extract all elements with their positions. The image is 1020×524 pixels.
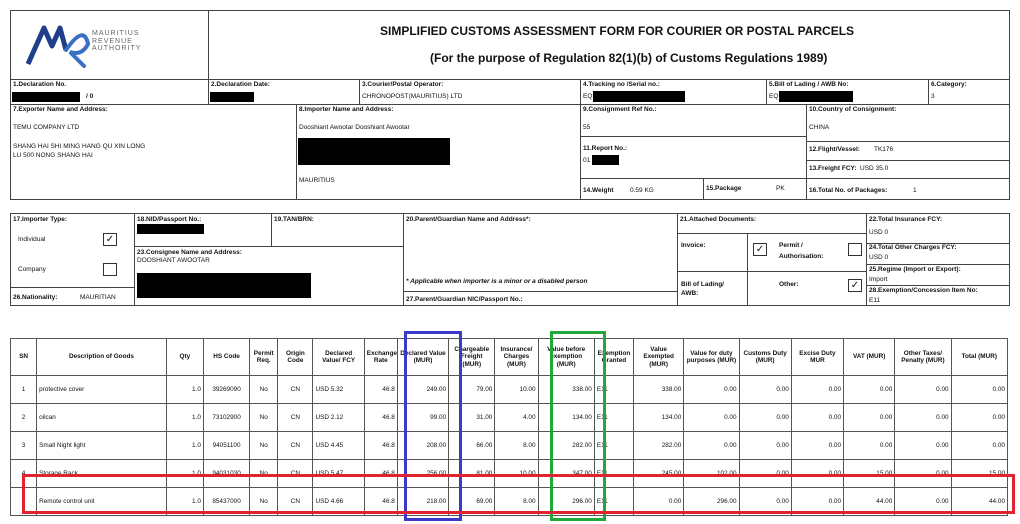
table-cell: USD 5.32 xyxy=(313,376,364,404)
table-cell: 46.8 xyxy=(364,460,397,488)
table-cell: 0.00 xyxy=(791,404,843,432)
table-cell: 31.00 xyxy=(449,404,495,432)
insurance-value: USD 0 xyxy=(869,229,889,236)
col-value-duty: Value for duty purposes (MUR) xyxy=(684,339,739,376)
table-cell: 4 xyxy=(11,460,37,488)
package-label: 15.Package xyxy=(706,185,742,192)
table-cell: 134.00 xyxy=(538,404,594,432)
table-cell: 8.00 xyxy=(495,432,538,460)
form-subtitle: (For the purpose of Regulation 82(1)(b) of Customs Regulations 1989) xyxy=(430,51,828,65)
table-cell: 8.00 xyxy=(495,488,538,516)
col-permit: Permit Req. xyxy=(250,339,278,376)
individual-label: Individual xyxy=(18,236,46,243)
declaration-date-label: 2.Declaration Date: xyxy=(211,81,270,88)
col-vat: VAT (MUR) xyxy=(844,339,895,376)
category-value: 3 xyxy=(931,93,935,100)
bol-prefix: EQ xyxy=(769,93,779,100)
table-cell: 2 xyxy=(11,404,37,432)
col-freight: Chargeable Freight (MUR) xyxy=(449,339,495,376)
consignment-label: 9.Consignment Ref No.: xyxy=(583,106,657,113)
table-cell: CN xyxy=(278,376,313,404)
col-declared-fcy: Declared Value/ FCY xyxy=(313,339,364,376)
invoice-label: Invoice: xyxy=(681,242,706,249)
table-cell: 249.00 xyxy=(397,376,448,404)
nid-label: 18.NID/Passport No.: xyxy=(137,216,202,223)
table-cell: USD 4.66 xyxy=(313,488,364,516)
company-label: Company xyxy=(18,266,46,273)
col-exemption: Exemption Granted xyxy=(594,339,633,376)
row2-frame xyxy=(10,104,1010,200)
table-cell: 85437000 xyxy=(203,488,249,516)
table-cell: 0.00 xyxy=(844,404,895,432)
goods-table xyxy=(10,338,1008,516)
table-cell: 0.00 xyxy=(951,376,1007,404)
table-cell: 1.0 xyxy=(166,488,203,516)
table-cell: Storage Rack xyxy=(37,460,167,488)
table-cell: 39269090 xyxy=(203,376,249,404)
col-sn: SN xyxy=(11,339,37,376)
logo-word-3: AUTHORITY xyxy=(92,45,142,53)
importer-label: 8.Importer Name and Address: xyxy=(299,106,394,113)
table-row xyxy=(11,460,1008,488)
guardian-label: 20.Parent/Guardian Name and Address*: xyxy=(406,216,531,223)
table-cell: 0.00 xyxy=(895,432,951,460)
table-row xyxy=(11,376,1008,404)
table-cell: 15.00 xyxy=(951,460,1007,488)
weight-label: 14.Weight xyxy=(583,187,614,194)
table-cell: 0.00 xyxy=(684,404,739,432)
total-packages-label: 16.Total No. of Packages: xyxy=(809,187,888,194)
consignee-value: DOOSHIANT AWOOTAR xyxy=(137,257,210,264)
consignment-value: 55 xyxy=(583,124,591,131)
table-cell: 10.00 xyxy=(495,460,538,488)
other-charges-value: USD 0 xyxy=(869,254,889,261)
tracking-prefix: EQ xyxy=(583,93,593,100)
redacted-declaration-date xyxy=(210,92,254,102)
table-cell: Small Night light xyxy=(37,432,167,460)
table-cell: E11 xyxy=(594,376,633,404)
permit-label: Permit / xyxy=(779,242,803,249)
col-customs-duty: Customs Duty (MUR) xyxy=(739,339,791,376)
exporter-label: 7.Exporter Name and Address: xyxy=(13,106,108,113)
col-exchange-rate: Exchange Rate xyxy=(364,339,397,376)
exporter-address-line1: SHANG HAI SHI MING HANG QU XIN LONG xyxy=(13,143,146,150)
table-cell: 46.8 xyxy=(364,432,397,460)
table-cell: 5 xyxy=(11,488,37,516)
nationality-label: 26.Nationality: xyxy=(13,294,58,301)
table-cell: CN xyxy=(278,404,313,432)
consignee-label: 23.Consignee Name and Address: xyxy=(137,249,242,256)
table-row xyxy=(11,432,1008,460)
exemption-value: E11 xyxy=(869,297,881,304)
importer-type-label: 17.Importer Type: xyxy=(13,216,68,223)
table-cell: 66.00 xyxy=(449,432,495,460)
exporter-address-line2: LU 500 NONG SHANG HAI xyxy=(13,152,93,159)
table-cell: 347.00 xyxy=(538,460,594,488)
table-cell: 4.00 xyxy=(495,404,538,432)
table-cell: 0.00 xyxy=(739,376,791,404)
invoice-checkbox[interactable]: ✓ xyxy=(753,243,767,256)
col-declared-mur: Declared Value (MUR) xyxy=(397,339,448,376)
col-excise-duty: Excise Duty MUR xyxy=(791,339,843,376)
individual-checkbox[interactable]: ✓ xyxy=(103,233,117,246)
importer-country: MAURITIUS xyxy=(299,177,335,184)
redacted-importer-address xyxy=(298,138,450,165)
table-cell: 282.00 xyxy=(538,432,594,460)
nationality-value: MAURITIAN xyxy=(80,294,116,301)
form-title: SIMPLIFIED CUSTOMS ASSESSMENT FORM FOR COURIER OR POSTAL PARCELS xyxy=(380,24,855,38)
table-cell: 0.00 xyxy=(951,404,1007,432)
table-cell: 1 xyxy=(11,376,37,404)
logo-word-2: REVENUE xyxy=(92,37,133,45)
bol-document-label-2: AWB: xyxy=(681,290,699,297)
guardian-nic-label: 27.Parent/Guardian NIC/Passport No.: xyxy=(406,296,523,303)
table-cell: CN xyxy=(278,432,313,460)
table-cell: 134.00 xyxy=(634,404,684,432)
operator-value: CHRONOPOST(MAURITIUS) LTD xyxy=(362,93,463,100)
table-cell: E11 xyxy=(594,432,633,460)
table-cell: 102.00 xyxy=(684,460,739,488)
table-row xyxy=(11,488,1008,516)
other-checkbox[interactable]: ✓ xyxy=(848,279,862,292)
table-cell: 46.8 xyxy=(364,404,397,432)
table-cell: 0.00 xyxy=(791,460,843,488)
package-value: PK xyxy=(776,185,785,192)
col-value-exempted: Value Exempted (MUR) xyxy=(634,339,684,376)
table-cell: 218.00 xyxy=(397,488,448,516)
table-cell: USD 5.47 xyxy=(313,460,364,488)
total-packages-value: 1 xyxy=(913,187,917,194)
bol-label: 5.Bill of Lading / AWB No: xyxy=(769,81,849,88)
table-cell: protective cover xyxy=(37,376,167,404)
table-cell: oilcan xyxy=(37,404,167,432)
table-cell: 245.00 xyxy=(634,460,684,488)
freight-label: 13.Freight FCY: xyxy=(809,165,857,172)
table-cell: No xyxy=(250,460,278,488)
col-description: Description of Goods xyxy=(37,339,167,376)
table-cell: No xyxy=(250,404,278,432)
col-total: Total (MUR) xyxy=(951,339,1007,376)
table-cell: No xyxy=(250,376,278,404)
redacted-tracking xyxy=(593,91,685,102)
attached-documents-label: 21.Attached Documents: xyxy=(680,216,757,223)
table-cell: 10.00 xyxy=(495,376,538,404)
declaration-no-suffix: / 0 xyxy=(86,93,94,100)
table-cell: 99.00 xyxy=(397,404,448,432)
col-hs-code: HS Code xyxy=(203,339,249,376)
origin-label: 10.Country of Consignment: xyxy=(809,106,897,113)
row1-frame xyxy=(10,79,1010,105)
table-cell: USD 2.12 xyxy=(313,404,364,432)
table-cell: 0.00 xyxy=(895,376,951,404)
table-cell: 69.00 xyxy=(449,488,495,516)
table-cell: No xyxy=(250,432,278,460)
table-cell: 0.00 xyxy=(844,376,895,404)
table-cell: 1.0 xyxy=(166,460,203,488)
header-logo-divider xyxy=(208,10,209,80)
report-prefix: 01 xyxy=(583,157,591,164)
weight-value: 0.59 KG xyxy=(630,187,654,194)
tan-label: 19.TAN/BRN: xyxy=(274,216,314,223)
other-label: Other: xyxy=(779,281,799,288)
table-cell: USD 4.45 xyxy=(313,432,364,460)
table-cell: 0.00 xyxy=(951,432,1007,460)
table-cell: 0.00 xyxy=(791,376,843,404)
table-cell: 44.00 xyxy=(844,488,895,516)
redacted-declaration-no xyxy=(12,92,80,102)
table-cell: 338.00 xyxy=(634,376,684,404)
regime-label: 25.Regime (Import or Export): xyxy=(869,266,961,273)
table-cell: 1.0 xyxy=(166,376,203,404)
flight-label: 12.Flight/Vessel: xyxy=(809,146,860,153)
declaration-no-label: 1.Declaration No. xyxy=(13,81,67,88)
table-cell: No xyxy=(250,488,278,516)
table-cell: 296.00 xyxy=(538,488,594,516)
regime-value: Import xyxy=(869,276,888,283)
table-cell: Remote control unit xyxy=(37,488,167,516)
table-cell: 0.00 xyxy=(634,488,684,516)
permit-checkbox[interactable] xyxy=(848,243,862,256)
bol-document-label: Bill of Lading/ xyxy=(681,281,724,288)
table-cell: 0.00 xyxy=(684,432,739,460)
table-cell: 0.00 xyxy=(739,404,791,432)
table-cell: 3 xyxy=(11,432,37,460)
table-cell: E11 xyxy=(594,460,633,488)
table-cell: 1.0 xyxy=(166,404,203,432)
tracking-label: 4.Tracking no /Serial no.: xyxy=(583,81,660,88)
category-label: 6.Category: xyxy=(931,81,967,88)
table-cell: E11 xyxy=(594,488,633,516)
mra-logo-mark-icon xyxy=(22,16,92,72)
col-value-before-exemption: Value before exemption (MUR) xyxy=(538,339,594,376)
table-cell: 1.0 xyxy=(166,432,203,460)
table-cell: CN xyxy=(278,488,313,516)
table-cell: 94031030 xyxy=(203,460,249,488)
insurance-label: 22.Total Insurance FCY: xyxy=(869,216,943,223)
logo-word-1: MAURITIUS xyxy=(92,30,140,37)
table-cell: 44.00 xyxy=(951,488,1007,516)
col-other-taxes: Other Taxes/ Penalty (MUR) xyxy=(895,339,951,376)
table-cell: 208.00 xyxy=(397,432,448,460)
table-cell: 0.00 xyxy=(739,432,791,460)
table-cell: 0.00 xyxy=(844,432,895,460)
permit-label-2: Authorisation: xyxy=(779,253,824,260)
table-cell: 0.00 xyxy=(791,488,843,516)
table-row xyxy=(11,404,1008,432)
col-origin: Origin Code xyxy=(278,339,313,376)
table-cell: 79.00 xyxy=(449,376,495,404)
origin-value: CHINA xyxy=(809,124,830,131)
table-cell: 0.00 xyxy=(684,376,739,404)
table-cell: 0.00 xyxy=(895,404,951,432)
redacted-bol xyxy=(779,91,853,102)
table-cell: 46.8 xyxy=(364,488,397,516)
freight-value: USD 35.0 xyxy=(860,165,889,172)
other-charges-label: 24.Total Other Charges FCY: xyxy=(869,244,957,251)
table-cell: E11 xyxy=(594,404,633,432)
importer-name: Dooshiant Awootar Dooshiant Awootar xyxy=(299,124,410,131)
report-label: 11.Report No.: xyxy=(583,145,628,152)
table-cell: 338.00 xyxy=(538,376,594,404)
table-cell: 296.00 xyxy=(684,488,739,516)
redacted-nid xyxy=(137,224,204,234)
table-cell: 73102900 xyxy=(203,404,249,432)
table-cell: 0.00 xyxy=(739,488,791,516)
table-cell: 0.00 xyxy=(791,432,843,460)
goods-header-row xyxy=(11,339,1008,376)
redacted-consignee-address xyxy=(137,273,311,298)
table-cell: 0.00 xyxy=(895,460,951,488)
exemption-label: 28.Exemption/Concession Item No: xyxy=(869,287,978,294)
table-cell: 94051100 xyxy=(203,432,249,460)
table-cell: 81.00 xyxy=(449,460,495,488)
flight-value: TK176 xyxy=(874,146,894,153)
col-qty: Qty xyxy=(166,339,203,376)
redacted-report-no xyxy=(592,155,619,165)
company-checkbox[interactable] xyxy=(103,263,117,276)
guardian-note: * Applicable when importer is a minor or a disabled person xyxy=(406,278,588,285)
operator-label: 3.Courier/Postal Operator: xyxy=(362,81,444,88)
table-cell: 46.8 xyxy=(364,376,397,404)
table-cell: 282.00 xyxy=(634,432,684,460)
mra-logo xyxy=(22,16,202,74)
table-cell: 256.00 xyxy=(397,460,448,488)
table-cell: 15.00 xyxy=(844,460,895,488)
table-cell: 0.00 xyxy=(895,488,951,516)
col-insurance: Insurance/ Charges (MUR) xyxy=(495,339,538,376)
table-cell: CN xyxy=(278,460,313,488)
table-cell: 0.00 xyxy=(739,460,791,488)
exporter-name: TEMU COMPANY LTD xyxy=(13,124,80,131)
